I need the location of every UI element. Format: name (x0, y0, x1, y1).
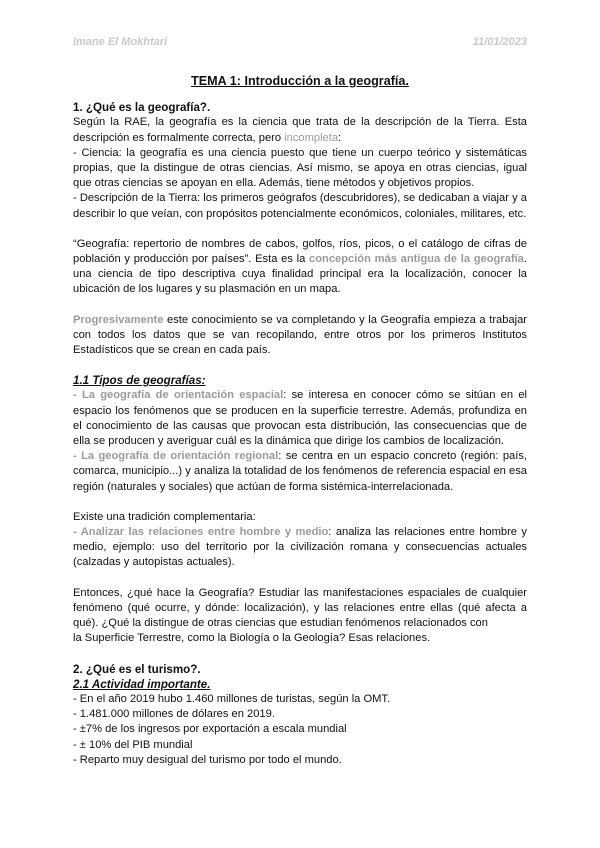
text: : se interesa en conocer cómo se sitúan en el espacio los fenómenos que se producen en la superficie terrestre. Además, profundiza en el conocimiento de las causas que provocan esta distribución, las consecuencias que de ella se producen y averiguar cuál es la dinámica que dirige los cambios de localización. (73, 389, 527, 448)
paragraph-rae-definition (73, 115, 527, 145)
paragraph-ciencia: - Ciencia: la geografía es una ciencia puesto que tiene un cuerpo teórico y sistemáticas propias, que la distingue de otras ciencias. Así mismo, se apoya en otras ciencias, igual que otras ciencias se apoyan en ella. Además, tiene métodos y objetivos propios. (73, 146, 527, 190)
paragraph-orientacion-regional (73, 449, 527, 495)
page-title: TEMA 1: Introducción a la geografía. (191, 74, 409, 88)
text: : se centra en un espacio concreto (región: país, comarca, municipio...) y analiza la totalidad de los fenómenos de referencia espacial en esa región (naturales y sociales) que actúan de forma sistémica-interrelacionada. (73, 450, 527, 493)
list-item: - ±7% de los ingresos por exportación a escala mundial (73, 723, 347, 736)
list-item: - Reparto muy desigual del turismo por todo el mundo. (73, 753, 342, 766)
highlight-incompleta: incompleta (284, 131, 339, 144)
highlight-orientacion-regional: - La geografía de orientación regional (73, 450, 279, 463)
text: : (338, 131, 342, 144)
header-date: 11/01/2023 (472, 36, 527, 48)
paragraph-orientacion-espacial (73, 388, 527, 449)
turismo-list (73, 692, 527, 768)
highlight-progresivamente: Progresivamente (73, 313, 164, 326)
list-item: - En el año 2019 hubo 1.460 millones de turistas, según la OMT. (73, 692, 391, 705)
paragraph-superficie-terrestre: la Superficie Terrestre, como la Biología o la Geología? Esas relaciones. (73, 632, 431, 645)
text: : analiza las relaciones entre hombre y medio, ejemplo: uso del territorio por la civilización romana y consecuencias actuales (calzadas y autopistas actuales). (73, 526, 527, 569)
paragraph-concepcion-antigua (73, 237, 527, 298)
paragraph-descripcion-tierra: - Descripción de la Tierra: los primeros geógrafos (descubridores), se dedicaban a viajar y a describir lo que veían, con propósitos potencialmente económicos, coloniales, militares, etc. (73, 192, 527, 220)
section-2-heading: 2. ¿Qué es el turismo?. (73, 662, 201, 676)
highlight-concepcion: concepción más antigua de la geografía (309, 253, 524, 266)
paragraph-progresivamente (73, 313, 527, 359)
list-item: - ± 10% del PIB mundial (73, 738, 193, 751)
paragraph-hombre-medio (73, 525, 527, 571)
document-body (73, 74, 527, 768)
text: “Geografía: repertorio de nombres de cabos, golfos, ríos, picos, o el catálogo de cifras de población y producción por países”. Esta es la (73, 237, 527, 266)
text: Según la RAE, la geografía es la ciencia que trata de la descripción de la Tierra. Esta descripción es formalmente correcta, pero (73, 116, 527, 144)
list-item: - 1.481.000 millones de dólares en 2019. (73, 708, 275, 721)
paragraph-tradicion-intro: Existe una tradición complementaria: (73, 510, 256, 523)
header-author: Imane El Mokhtari (73, 36, 168, 48)
section-1-1-heading: 1.1 Tipos de geografías: (73, 374, 206, 388)
text: este conocimiento se va completando y la Geografía empieza a trabajar con todos los datos que se van recopilando, entre otros por los primeros Institutos Estadísticos que se crean en cada país. (73, 313, 527, 357)
highlight-orientacion-espacial: - La geografía de orientación espacial (73, 389, 284, 402)
text: . una ciencia de tipo descriptiva cuya finalidad principal era la localización, conocer la ubicación de los lugares y su plasmación en un mapa. (73, 253, 527, 296)
highlight-hombre-medio: - Analizar las relaciones entre hombre y medio (73, 526, 329, 539)
section-1-heading: 1. ¿Qué es la geografía?. (73, 101, 211, 115)
section-2-1-heading: 2.1 Actividad importante. (73, 677, 211, 691)
paragraph-que-hace-geografia: Entonces, ¿qué hace la Geografía? Estudiar las manifestaciones espaciales de cualquier fenómeno (qué ocurre, y dónde: localización), y las relaciones entre ellas (qué afecta a qué). ¿Qué la distingue de otras ciencias que estudian fenómenos relacionados con (73, 586, 527, 630)
